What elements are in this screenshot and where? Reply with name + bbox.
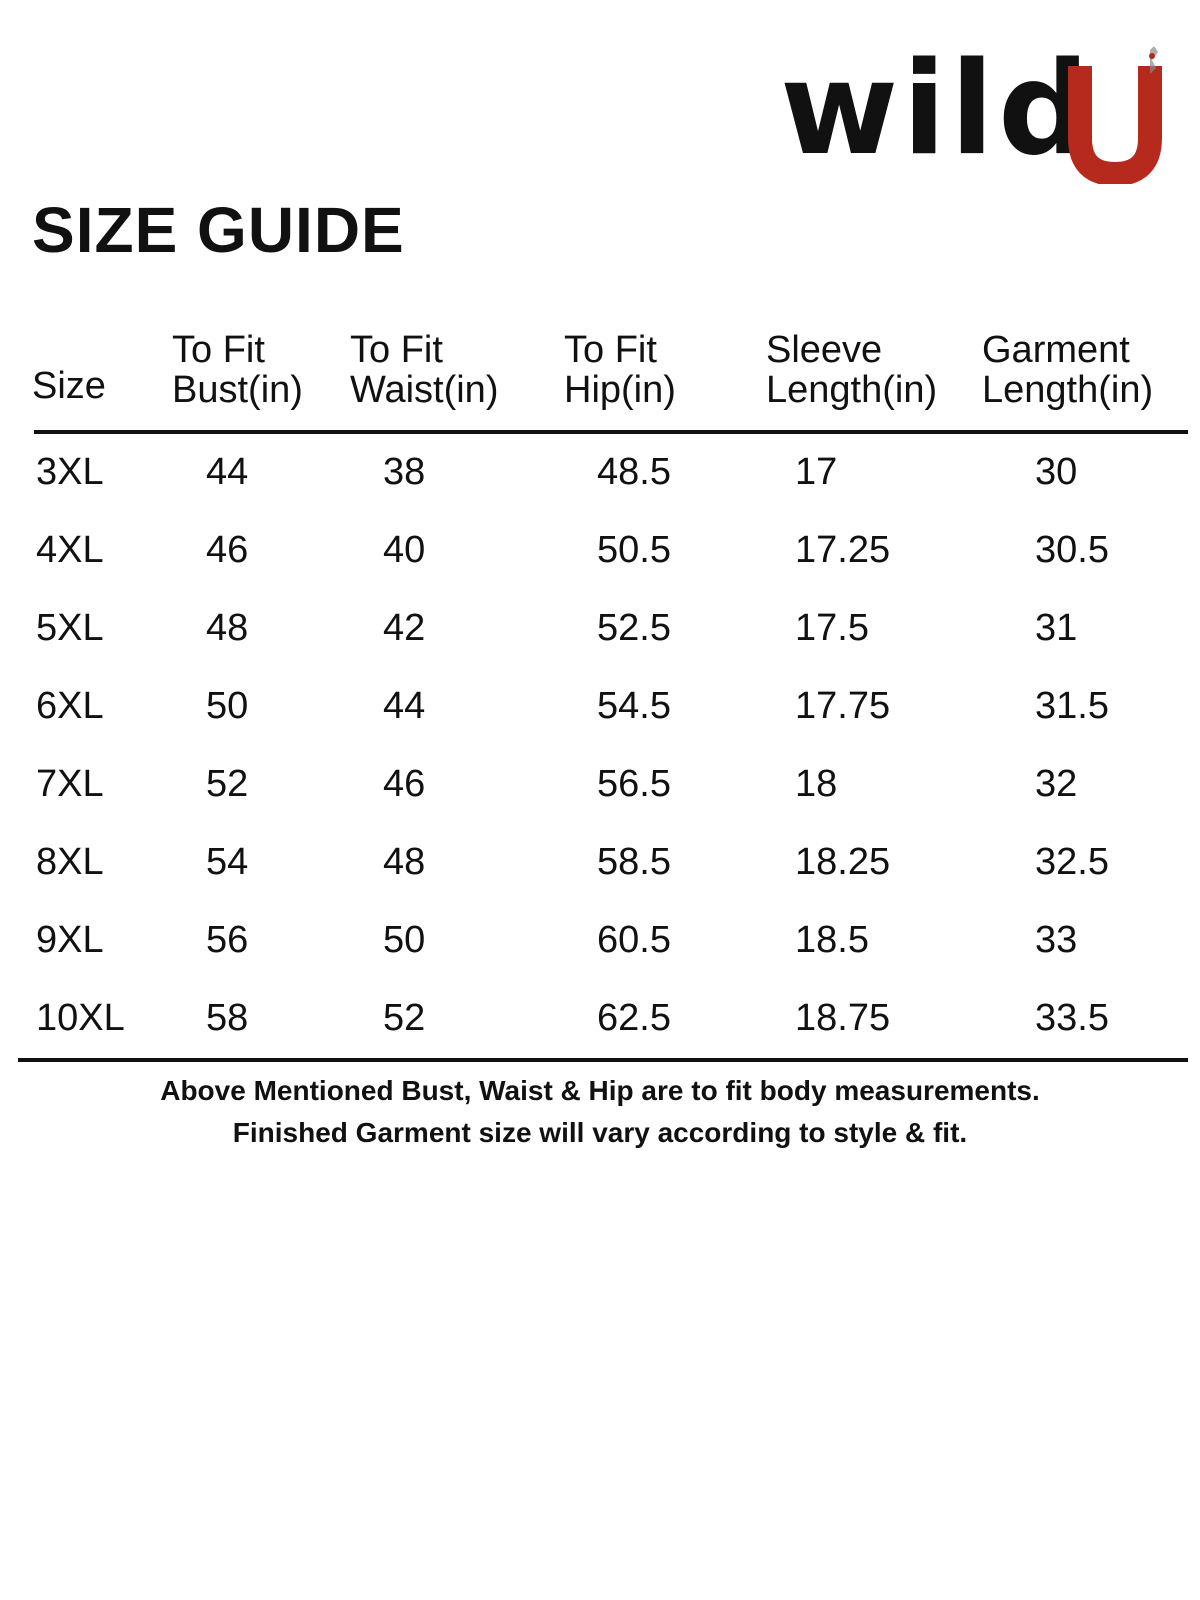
cell-bust: 50 bbox=[206, 685, 249, 727]
cell-size: 7XL bbox=[36, 763, 104, 805]
cell-waist: 46 bbox=[383, 763, 426, 805]
cell-garment-length: 32 bbox=[1035, 763, 1078, 805]
cell-sleeve-length: 18.75 bbox=[795, 997, 891, 1039]
cell-sleeve-length: 17.25 bbox=[795, 529, 891, 571]
cell-hip: 58.5 bbox=[597, 841, 671, 883]
cell-size: 6XL bbox=[36, 685, 104, 727]
note-line-1: Above Mentioned Bust, Waist & Hip are to fit body measurements. bbox=[160, 1075, 1040, 1106]
header-garment-length: Garment Length(in) bbox=[982, 329, 1154, 411]
header-waist: To Fit Waist(in) bbox=[350, 329, 499, 411]
table-row bbox=[0, 596, 1200, 674]
cell-size: 3XL bbox=[36, 451, 104, 493]
size-table-body bbox=[0, 440, 1200, 1064]
table-row bbox=[0, 908, 1200, 986]
cell-hip: 52.5 bbox=[597, 607, 671, 649]
cell-hip: 62.5 bbox=[597, 997, 671, 1039]
brand-accent-u-icon bbox=[1066, 46, 1164, 184]
cell-garment-length: 31.5 bbox=[1035, 685, 1109, 727]
cell-waist: 42 bbox=[383, 607, 426, 649]
table-row bbox=[0, 752, 1200, 830]
header-hip: To Fit Hip(in) bbox=[564, 329, 676, 411]
cell-sleeve-length: 18 bbox=[795, 763, 838, 805]
measurement-note bbox=[0, 1070, 1200, 1154]
cell-size: 9XL bbox=[36, 919, 104, 961]
table-row bbox=[0, 518, 1200, 596]
brand-logo bbox=[780, 35, 1170, 190]
cell-hip: 56.5 bbox=[597, 763, 671, 805]
table-header bbox=[0, 330, 1200, 420]
cell-garment-length: 32.5 bbox=[1035, 841, 1109, 883]
page-title: SIZE GUIDE bbox=[32, 194, 405, 266]
cell-size: 5XL bbox=[36, 607, 104, 649]
cell-bust: 54 bbox=[206, 841, 249, 883]
cell-sleeve-length: 17.5 bbox=[795, 607, 869, 649]
cell-bust: 48 bbox=[206, 607, 249, 649]
cell-size: 4XL bbox=[36, 529, 104, 571]
cell-garment-length: 33 bbox=[1035, 919, 1078, 961]
table-row bbox=[0, 986, 1200, 1064]
cell-size: 8XL bbox=[36, 841, 104, 883]
cell-waist: 40 bbox=[383, 529, 426, 571]
cell-garment-length: 31 bbox=[1035, 607, 1078, 649]
note-line-2: Finished Garment size will vary according to style & fit. bbox=[232, 1117, 968, 1148]
cell-sleeve-length: 18.25 bbox=[795, 841, 891, 883]
cell-hip: 48.5 bbox=[597, 451, 671, 493]
table-row bbox=[0, 830, 1200, 908]
table-top-divider bbox=[34, 430, 1188, 434]
cell-size: 10XL bbox=[36, 997, 125, 1039]
cell-garment-length: 30.5 bbox=[1035, 529, 1109, 571]
cell-garment-length: 30 bbox=[1035, 451, 1078, 493]
header-size: Size bbox=[32, 365, 106, 407]
cell-hip: 50.5 bbox=[597, 529, 671, 571]
cell-hip: 54.5 bbox=[597, 685, 671, 727]
table-bottom-divider bbox=[18, 1058, 1188, 1062]
header-sleeve-length: Sleeve Length(in) bbox=[766, 329, 938, 411]
cell-bust: 56 bbox=[206, 919, 249, 961]
cell-sleeve-length: 18.5 bbox=[795, 919, 869, 961]
cell-waist: 52 bbox=[383, 997, 426, 1039]
cell-waist: 38 bbox=[383, 451, 426, 493]
cell-bust: 52 bbox=[206, 763, 249, 805]
table-row bbox=[0, 674, 1200, 752]
cell-sleeve-length: 17.75 bbox=[795, 685, 891, 727]
brand-wordmark: wild bbox=[780, 35, 1094, 184]
cell-garment-length: 33.5 bbox=[1035, 997, 1109, 1039]
cell-waist: 44 bbox=[383, 685, 426, 727]
cell-waist: 48 bbox=[383, 841, 426, 883]
cell-sleeve-length: 17 bbox=[795, 451, 838, 493]
header-bust: To Fit Bust(in) bbox=[172, 329, 303, 411]
cell-hip: 60.5 bbox=[597, 919, 671, 961]
cell-waist: 50 bbox=[383, 919, 426, 961]
cell-bust: 58 bbox=[206, 997, 249, 1039]
cell-bust: 44 bbox=[206, 451, 249, 493]
table-row bbox=[0, 440, 1200, 518]
cell-bust: 46 bbox=[206, 529, 249, 571]
